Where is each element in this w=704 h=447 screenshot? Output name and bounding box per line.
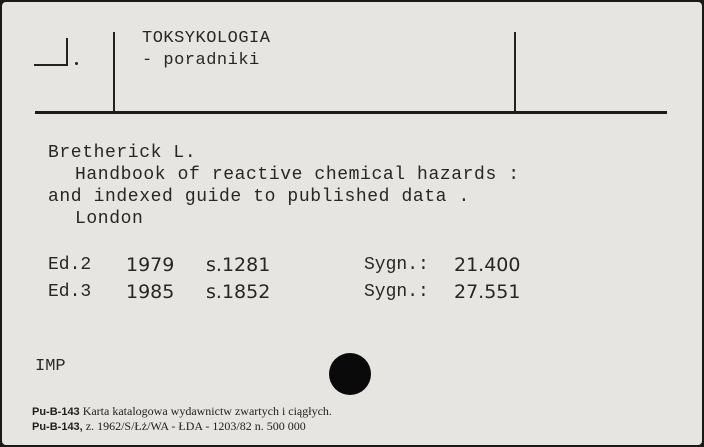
shelfmark-label: Sygn.: [364,255,429,275]
year: 1985 [126,281,175,303]
holdings-list [48,252,520,306]
footer-code-1: Pu-B-143 [32,406,80,418]
corner-dot [75,62,78,65]
corner-mark [34,38,68,66]
subject-line-2: - poradniki [142,51,260,70]
subject-heading [142,28,270,72]
card-footer [32,404,332,434]
catalog-card [2,2,702,445]
footer-line-1 [32,404,332,419]
vertical-rule-left [113,32,115,112]
title-line-2: and indexed guide to published data . [48,187,470,207]
holding-row [48,279,520,306]
shelfmark-label: Sygn.: [364,282,429,302]
pages: s.1852 [206,281,271,303]
holding-row [48,252,520,279]
shelfmark: 21.400 [454,254,521,276]
title-line-1: Handbook of reactive chemical hazards : [75,165,520,185]
footer-line-2 [32,419,332,434]
footer-code-2: Pu-B-143, [32,421,83,433]
footer-text-1: Karta katalogowa wydawnictw zwartych i ciągłych. [82,404,332,418]
shelfmark: 27.551 [454,281,521,303]
imp-stamp: IMP [35,357,66,376]
bibliographic-entry [48,142,520,230]
edition: Ed.2 [48,255,92,275]
pages: s.1281 [206,254,271,276]
vertical-rule-right [514,32,516,112]
horizontal-rule [35,111,667,114]
footer-text-2: z. 1962/S/Łż/WA - ŁDA - 1203/82 n. 500 000 [85,419,306,433]
year: 1979 [126,254,175,276]
punch-hole [329,353,371,395]
edition: Ed.3 [48,282,92,302]
subject-line-1: TOKSYKOLOGIA [142,29,271,48]
publication-place: London [75,209,144,229]
author: Bretherick L. [48,143,197,163]
